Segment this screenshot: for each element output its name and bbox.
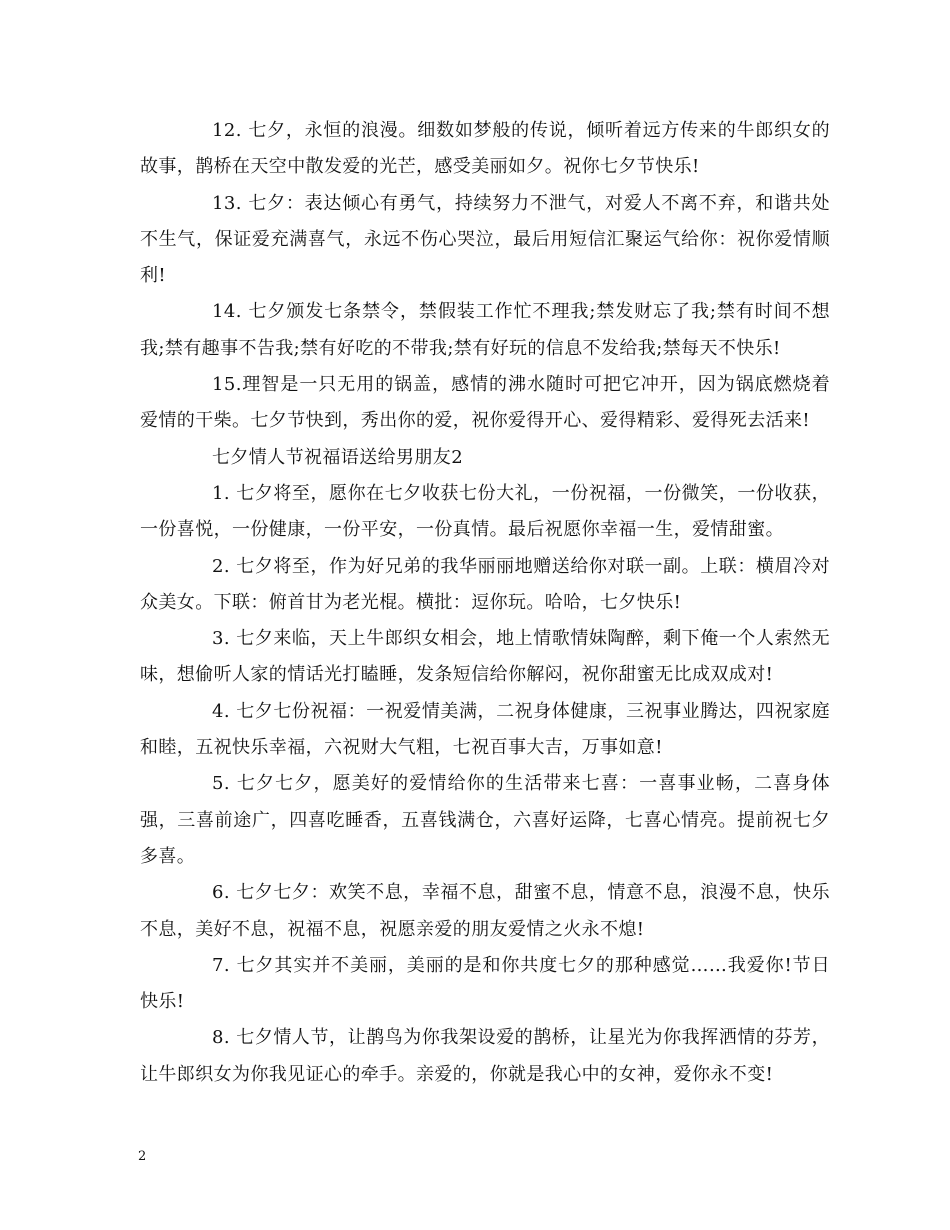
paragraph-item-15: 15.理智是一只无用的锅盖，感情的沸水随时可把它冲开，因为锅底燃烧着爱情的干柴。七夕节快到，秀出你的爱，祝你爱得开心、爱得精彩、爱得死去活来!: [140, 374, 830, 432]
paragraph-item-14: 14. 七夕颁发七条禁令，禁假装工作忙不理我;禁发财忘了我;禁有时间不想我;禁有趣事不告我;禁有好吃的不带我;禁有好玩的信息不发给我;禁每天不快乐!: [140, 301, 830, 359]
page-number: 2: [138, 1149, 147, 1164]
document-body: [140, 113, 830, 1093]
paragraph-item-13: 13. 七夕：表达倾心有勇气，持续努力不泄气，对爱人不离不弃，和谐共处不生气，保证爱充满喜气，永远不伤心哭泣，最后用短信汇聚运气给你：祝你爱情顺利!: [140, 192, 830, 287]
paragraph-item-6: 6. 七夕七夕：欢笑不息，幸福不息，甜蜜不息，情意不息，浪漫不息，快乐不息，美好不息，祝福不息，祝愿亲爱的朋友爱情之火永不熄!: [140, 882, 830, 940]
section-heading: 七夕情人节祝福语送给男朋友2: [212, 446, 464, 468]
paragraph-item-4: 4. 七夕七份祝福：一祝爱情美满，二祝身体健康，三祝事业腾达，四祝家庭和睦，五祝快乐幸福，六祝财大气粗，七祝百事大吉，万事如意!: [140, 700, 830, 759]
paragraph-item-5: 5. 七夕七夕，愿美好的爱情给你的生活带来七喜：一喜事业畅，二喜身体强，三喜前途广，四喜吃睡香，五喜钱满仓，六喜好运降，七喜心情亮。提前祝七夕多喜。: [140, 773, 830, 867]
paragraph-item-7: 7. 七夕其实并不美丽，美丽的是和你共度七夕的那种感觉……我爱你!节日快乐!: [140, 954, 830, 1013]
paragraph-item-12: 12. 七夕，永恒的浪漫。细数如梦般的传说，倾听着远方传来的牛郎织女的故事，鹊桥在天空中散发爱的光芒，感受美丽如夕。祝你七夕节快乐!: [140, 120, 830, 178]
paragraph-item-3: 3. 七夕来临，天上牛郎织女相会，地上情歌情妹陶醉，剩下俺一个人索然无味，想偷听人家的情话光打瞌睡，发条短信给你解闷，祝你甜蜜无比成双成对!: [140, 628, 830, 686]
paragraph-item-2: 2. 七夕将至，作为好兄弟的我华丽丽地赠送给你对联一副。上联：横眉冷对众美女。下联：俯首甘为老光棍。横批：逗你玩。哈哈，七夕快乐!: [140, 555, 830, 613]
paragraph-item-8: 8. 七夕情人节，让鹊鸟为你我架设爱的鹊桥，让星光为你我挥洒情的芬芳，让牛郎织女为你我见证心的牵手。亲爱的，你就是我心中的女神，爱你永不变!: [140, 1027, 830, 1085]
paragraph-item-1: 1. 七夕将至，愿你在七夕收获七份大礼，一份祝福，一份微笑，一份收获，一份喜悦，一份健康，一份平安，一份真情。最后祝愿你幸福一生，爱情甜蜜。: [140, 482, 830, 541]
